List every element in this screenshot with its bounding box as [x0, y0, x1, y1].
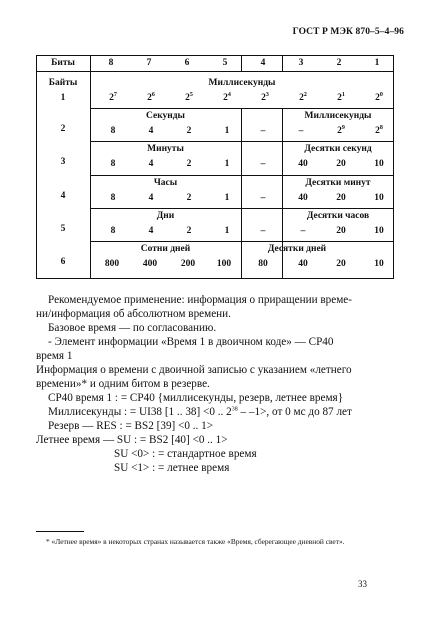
- bit-number: 7: [146, 58, 152, 68]
- bytes-label: Байты: [48, 78, 78, 88]
- bit-weight: $2^7$: [109, 91, 117, 103]
- bit-weight: $2^5$: [185, 91, 193, 103]
- definition-line: SU <0> : = стандартное время: [114, 448, 257, 460]
- bit-weight: 1: [224, 126, 230, 136]
- bit-number: 5: [222, 58, 228, 68]
- bit-weight: $2^9$: [337, 124, 345, 136]
- bit-weight: 8: [110, 226, 116, 236]
- bits-label: Биты: [51, 58, 75, 68]
- bit-weight: –: [260, 193, 266, 203]
- definition-line: Резерв — RES : = BS2 [39] <0 .. 1>: [48, 420, 214, 432]
- bit-weight: $2^2$: [299, 91, 307, 103]
- bit-number: 6: [184, 58, 190, 68]
- bit-weight: 80: [258, 259, 268, 269]
- bit-weight: $2^8$: [375, 124, 383, 136]
- row-separator: [90, 175, 394, 176]
- bit-weight: $2^6$: [147, 91, 155, 103]
- bit-weight: 40: [298, 259, 308, 269]
- row-separator: [90, 108, 394, 109]
- column-separator: [241, 55, 242, 71]
- byte-number: 1: [60, 93, 66, 103]
- table-border: [36, 278, 394, 279]
- bit-weight: –: [260, 159, 266, 169]
- bit-number: 8: [108, 58, 114, 68]
- bit-weight: 2: [186, 193, 192, 203]
- bit-weight: 1: [224, 159, 230, 169]
- field-title: Миллисекунды: [304, 111, 372, 121]
- bit-weight: 8: [110, 159, 116, 169]
- field-title: Секунды: [146, 111, 185, 121]
- footnote: * «Летнее время» в некоторых странах называется также «Время, сберегающее дневной свет».: [46, 537, 345, 546]
- field-title: Сотни дней: [140, 244, 191, 254]
- bit-weight: –: [298, 126, 304, 136]
- time-format-table: [36, 55, 394, 279]
- byte-number: 4: [60, 191, 66, 201]
- bit-weight: $2^1$: [337, 91, 345, 103]
- row-separator: [90, 241, 394, 242]
- paragraph-line: ни/информация об абсолютном времени.: [36, 308, 231, 320]
- bit-weight: 10: [374, 259, 384, 269]
- bit-weight: 8: [110, 193, 116, 203]
- row-separator: [90, 208, 394, 209]
- row1-title: Миллисекунды: [208, 78, 276, 88]
- paragraph-line: времени»* и одним битом в резерве.: [36, 378, 210, 390]
- bit-weight: –: [300, 226, 306, 236]
- page-number: 33: [358, 579, 367, 589]
- bit-weight: –: [260, 226, 266, 236]
- field-title: Дни: [156, 211, 175, 221]
- paragraph-line: Информация о времени с двоичной записью с указанием «летнего: [36, 364, 352, 376]
- byte-number: 2: [60, 124, 66, 134]
- bit-weight: 4: [148, 159, 154, 169]
- paragraph-line: Рекомендуемое применение: информация о приращении време-: [48, 294, 353, 306]
- bit-weight: 4: [148, 193, 154, 203]
- table-border: [36, 71, 394, 72]
- paragraph-line: время 1: [36, 350, 73, 362]
- bit-weight: 20: [336, 193, 346, 203]
- bit-weight: 1: [224, 193, 230, 203]
- bit-weight: $2^4$: [223, 91, 231, 103]
- document-header: ГОСТ Р МЭК 870–5–4–96: [292, 27, 404, 37]
- bit-weight: $2^3$: [261, 91, 269, 103]
- bit-weight: 2: [186, 126, 192, 136]
- bit-weight: 400: [142, 259, 158, 269]
- definition-line: Летнее время — SU : = BS2 [40] <0 .. 1>: [36, 434, 228, 446]
- bit-number: 4: [260, 58, 266, 68]
- bit-weight: 20: [336, 159, 346, 169]
- bit-weight: 4: [148, 126, 154, 136]
- bit-weight: 10: [374, 193, 384, 203]
- bit-weight: 800: [104, 259, 120, 269]
- field-title: Десятки часов: [306, 211, 370, 221]
- field-title: Часы: [153, 178, 178, 188]
- footnote-separator: [36, 531, 84, 532]
- bit-weight: 2: [186, 159, 192, 169]
- bit-weight: $2^0$: [375, 91, 383, 103]
- bit-weight: 20: [336, 226, 346, 236]
- field-title: Десятки минут: [305, 178, 371, 188]
- bit-weight: 100: [216, 259, 232, 269]
- bit-weight: 20: [336, 259, 346, 269]
- byte-number: 5: [60, 224, 66, 234]
- bit-weight: 8: [110, 126, 116, 136]
- bit-number: 1: [374, 58, 380, 68]
- paragraph-line: - Элемент информации «Время 1 в двоичном коде» — СР40: [48, 336, 334, 348]
- bit-weight: 4: [148, 226, 154, 236]
- field-title: Десятки дней: [267, 244, 327, 254]
- definition-line: SU <1> : = летнее время: [114, 462, 230, 474]
- definition-line: СР40 время 1 : = СР40 {миллисекунды, резерв, летнее время}: [48, 392, 344, 404]
- paragraph-line: Базовое время — по согласованию.: [48, 322, 217, 334]
- bit-weight: 40: [298, 193, 308, 203]
- bit-weight: 200: [180, 259, 196, 269]
- table-border: [36, 55, 394, 56]
- bit-weight: 10: [374, 226, 384, 236]
- bit-number: 2: [336, 58, 342, 68]
- bit-weight: 10: [374, 159, 384, 169]
- bit-weight: –: [260, 126, 266, 136]
- field-title: Минуты: [147, 144, 184, 154]
- byte-number: 3: [60, 157, 66, 167]
- byte-number: 6: [60, 257, 66, 267]
- row-separator: [90, 141, 394, 142]
- bit-weight: 2: [186, 226, 192, 236]
- bit-number: 3: [298, 58, 304, 68]
- field-title: Десятки секунд: [304, 144, 372, 154]
- bit-weight: 40: [298, 159, 308, 169]
- definition-line: Миллисекунды : = UI38 [1 .. 38] <0 .. $2^{38} - -1>$, от 0 мс до 87 лет: [48, 406, 352, 418]
- bit-weight: 1: [224, 226, 230, 236]
- column-separator: [282, 55, 283, 71]
